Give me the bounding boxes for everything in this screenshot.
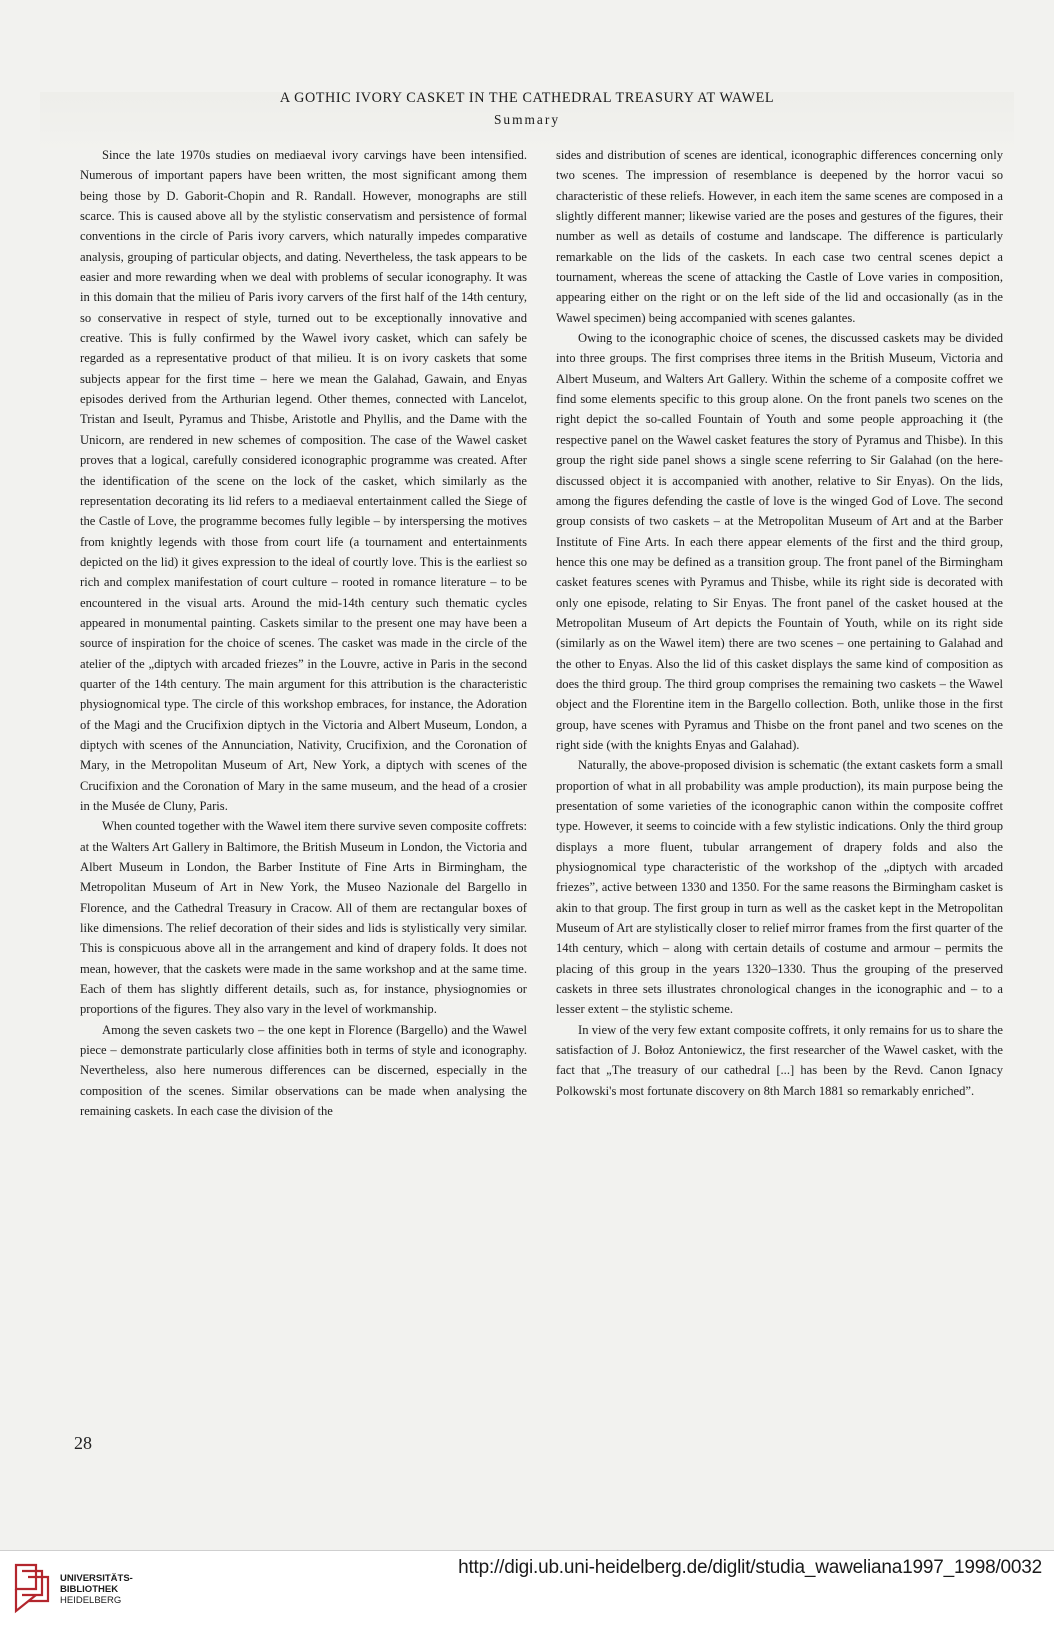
page-number: 28	[74, 1433, 92, 1453]
right-column	[556, 145, 1003, 1101]
page-title: A GOTHIC IVORY CASKET IN THE CATHEDRAL TREASURY AT WAWEL	[279, 90, 775, 106]
left-column	[80, 145, 527, 1122]
footer-bar	[0, 1550, 1054, 1627]
library-name-line2: BIBLIOTHEK	[60, 1584, 119, 1595]
paragraph: When counted together with the Wawel item there survive seven composite coffrets: at the Walters Art Gallery in Baltimore, the British Museum in London, the Victoria and Albert Museum in London, the Barber Institute of Fine Arts in Birmingham, the Metropolitan Museum of Art in New York, the Museo Nazionale del Bargello in Florence, and the Cathedral Treasury in Cracow. All of them are rectangular boxes of like dimensions. The relief decoration of their sides and lids is stylistically very similar. This is conspicuous above all in the arrangement and kind of drapery folds. It does not mean, however, that the caskets were made in the same workshop and at the same time. Each of them has slightly different details, such as, for instance, physiognomies or proportions of the figures. They also vary in the level of workmanship.	[80, 819, 527, 1017]
library-name	[60, 1573, 133, 1606]
source-url-link[interactable]: http://digi.ub.uni-heidelberg.de/diglit/studia_waweliana1997_1998/0032	[458, 1557, 1042, 1578]
paragraph: Among the seven caskets two – the one kept in Florence (Bargello) and the Wawel piece – demonstrate particularly close affinities both in terms of style and iconography. Nevertheless, also here numerous differences can be discerned, especially in the composition of the scenes. Similar observations can be made when analysing the remaining caskets. In each case the division of the	[80, 1022, 527, 1119]
paragraph: sides and distribution of scenes are identical, iconographic differences concerning only two scenes. The impression of resemblance is deepened by the horror vacui so characteristic of these reliefs. However, in each item the same scenes are composed in a slightly different manner; likewise varied are the poses and gestures of the figures, their number as well as details of costume and landscape. The difference is particularly remarkable on the lids of the caskets. In each case two central scenes depict a tournament, whereas the scene of attacking the Castle of Love varies in composition, appearing either on the right or on the left side of the lid and occasionally (as in the Wawel specimen) being accompanied with scenes galantes.	[556, 148, 1003, 325]
paragraph: Since the late 1970s studies on mediaeval ivory carvings have been intensified. Numerous of important papers have been written, the most significant among them being those by D. Gaborit-Chopin and R. Randall. However, monographs are still scarce. This is caused above all by the stylistic conservatism and persistence of formal conventions in the circle of Paris ivory carvers, which naturally impedes comparative analysis, grouping of particular objects, and dating. Nevertheless, the task appears to be easier and more rewarding when we deal with problems of secular iconography. It was in this domain that the milieu of Paris ivory carvers of the first half of the 14th century, so conservative in respect of style, turned out to be exceptionally innovative and creative. This is fully confirmed by the Wawel ivory casket, which can safely be regarded as a representative product of that milieu. It is on ivory caskets that some subjects appear for the first time – here we mean the Galahad, Gawain, and Enyas episodes derived from the Arthurian legend. Other themes, connected with Lancelot, Tristan and Iseult, Pyramus and Thisbe, Aristotle and Phyllis, and the Dame with the Unicorn, are rendered in new schemes of composition. The case of the Wawel casket proves that a logical, carefully considered iconographic programme was created. After the identification of the scene on the lock of the casket, which similarly as the representation decorating its lid refers to a mediaeval entertainment called the Siege of the Castle of Love, the programme becomes fully legible – by interspersing the motives from knightly legends with those from court life (a tournament and entertainments depicted on the lid) it gives expression to the ideal of courtly love. This is the earliest so rich and complex manifestation of court culture – rooted in romance literature – to be encountered in the visual arts. Around the mid-14th century such thematic cycles appeared in monumental painting. Caskets similar to the present one may have been a source of inspiration for the choice of scenes. The casket was made in the circle of the atelier of the „diptych with arcaded friezes” in the Louvre, active in Paris in the second quarter of the 14th century. The main argument for this attribution is the characteristic physiognomical type. The circle of this workshop embraces, for instance, the Adoration of the Magi and the Crucifixion diptych in the Victoria and Albert Museum, London, a diptych with scenes of the Annunciation, Nativity, Crucifixion, and the Coronation of Mary, in the Metropolitan Museum of Art, New York, a diptych with scenes of the Crucifixion and the Coronation of Mary in the same museum, and the head of a crosier in the Musée de Cluny, Paris.	[80, 148, 527, 813]
page-subtitle: Summary	[493, 112, 561, 127]
paragraph: In view of the very few extant composite coffrets, it only remains for us to share the satisfaction of J. Bołoz Antoniewicz, the first researcher of the Wawel casket, with the fact that „The treasury of our cathedral [...] has been by the Revd. Canon Ignacy Polkowski's most fortunate discovery on 8th March 1881 so remarkably enriched”.	[556, 1022, 1003, 1098]
ub-heidelberg-logo-icon	[12, 1559, 56, 1617]
library-name-line1: UNIVERSITÄTS-	[60, 1573, 133, 1584]
library-name-line3: HEIDELBERG	[60, 1595, 122, 1606]
paragraph: Owing to the iconographic choice of scenes, the discussed caskets may be divided into three groups. The first comprises three items in the British Museum, Victoria and Albert Museum, and Walters Art Gallery. Within the scheme of a composite coffret we find some elements specific to this group alone. On the front panels two scenes on the right depict the so-called Fountain of Youth and some people approaching it (the respective panel on the Wawel casket features the story of Pyramus and Thisbe). In this group the right side panel shows a single scene referring to Sir Galahad (on the here-discussed object it is accompanied with another, relative to Sir Enyas). On the lids, among the figures defending the castle of love is the winged God of Love. The second group consists of two caskets – at the Metropolitan Museum of Art and at the Barber Institute of Fine Arts. In each there appear elements of the first and the third group, hence this one may be defined as a transition group. The front panel of the Birmingham casket features scenes with Pyramus and Thisbe, while its right side is decorated with only one episode, relating to Sir Enyas. The front panel of the casket housed at the Metropolitan Museum of Art depicts the Fountain of Youth, while on its right side (similarly as on the Wawel item) there are two scenes – one pertaining to Galahad and the other to Enyas. Also the lid of this casket displays the same kind of composition as does the third group. The third group comprises the remaining two caskets – the Wawel object and the Florentine item in the Bargello collection. Both, unlike those in the first group, have scenes with Pyramus and Thisbe on the front panel and two scenes on the right side (with the knights Enyas and Galahad).	[556, 331, 1003, 752]
paragraph: Naturally, the above-proposed division is schematic (the extant caskets form a small proportion of what in all probability was ample production), its main purpose being the presentation of some varieties of the iconographic canon within the composite coffret type. However, it seems to coincide with a few stylistic indications. Only the third group displays a more fluent, tubular arrangement of drapery folds and also the physiognomical type characteristic of the workshop of the „diptych with arcaded friezes”, active between 1330 and 1350. For the same reasons the Birmingham casket is akin to that group. The first group in turn as well as the casket kept in the Metropolitan Museum of Art are stylistically closer to relief mirror frames from the first quarter of the 14th century, which – along with certain details of costume and armour – permits the placing of this group in the years 1320–1330. Thus the grouping of the preserved caskets in three sets illustrates chronological changes in the iconographic and – to a lesser extent – the stylistic scheme.	[556, 758, 1003, 1017]
